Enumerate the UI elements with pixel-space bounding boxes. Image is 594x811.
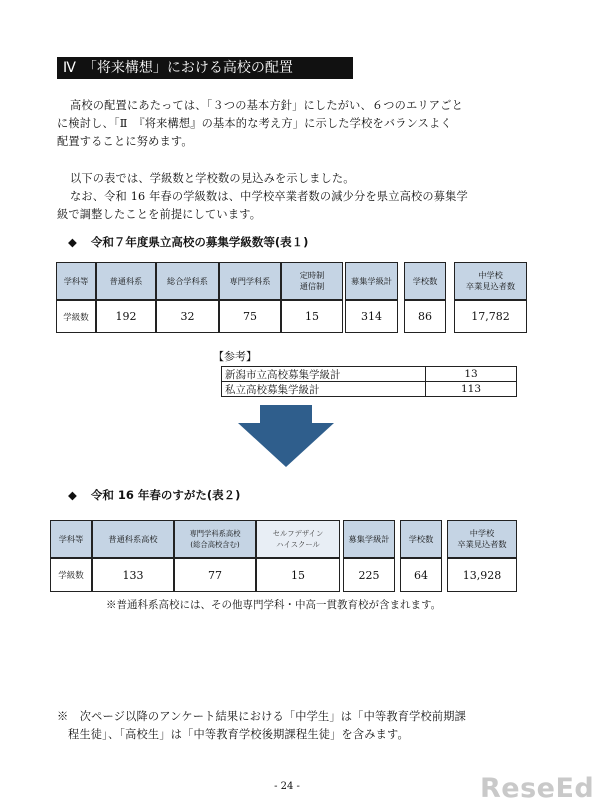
table1-heading — [68, 234, 308, 250]
table1-cell-total: 314 — [345, 300, 398, 333]
table2-header-graduates-l2: 卒業見込者数 — [457, 539, 507, 549]
table1-header-graduates-l1: 中学校 — [478, 270, 503, 280]
table1-cell-parttime: 15 — [281, 300, 343, 333]
table2-header-selfdesign-l1: セルフデザイン — [272, 529, 324, 538]
table1-header-general: 普通科系 — [96, 262, 156, 300]
body-line-2: なお、令和 16 年春の学級数は、中学校卒業者数の減少分を県立高校の募集学 — [70, 190, 468, 203]
reference-label-private: 私立高校募集学級計 — [221, 381, 426, 397]
table2-header-total: 募集学級計 — [343, 520, 395, 558]
section-title: Ⅳ 「将来構想」における高校の配置 — [57, 57, 353, 79]
table2-cell-specialized: 77 — [174, 558, 256, 592]
footnote-line-2: 程生徒」、「高校生」は「中等教育学校後期課程生徒」を含みます。 — [68, 728, 409, 741]
table1-header-graduates-l2: 卒業見込者数 — [465, 281, 516, 291]
table2-header-graduates — [447, 520, 517, 558]
intro-line-3: 配置することに努めます。 — [57, 135, 193, 148]
table2-cell-schools: 64 — [400, 558, 442, 592]
table2-cell-graduates: 13,928 — [447, 558, 517, 592]
down-arrow-icon — [238, 405, 334, 467]
table1-cell-schools: 86 — [404, 300, 446, 333]
table2-header-specialized-l2: (総合高校含む) — [190, 540, 240, 549]
table1-header-graduates — [454, 262, 527, 300]
table2-note: ※普通科系高校には、その他専門学科・中高一貫教育校が含まれます。 — [106, 599, 442, 611]
table1-header-integrated: 総合学科系 — [156, 262, 219, 300]
table2-header-row-label: 学科等 — [50, 520, 92, 558]
table2-cell-total: 225 — [343, 558, 395, 592]
table2-row-label: 学級数 — [50, 558, 92, 592]
reference-value-private: 113 — [425, 381, 517, 397]
table1-header-parttime-l1: 定時制 — [299, 270, 325, 280]
table2-cell-general: 133 — [92, 558, 174, 592]
table1-header-specialized: 専門学科系 — [219, 262, 281, 300]
table2-header-schools: 学校数 — [400, 520, 442, 558]
diamond-icon: ◆ — [68, 488, 77, 502]
table2-header-graduates-l1: 中学校 — [469, 528, 495, 538]
table1-heading-text: 令和７年度県立高校の募集学級数等(表１) — [90, 235, 309, 249]
table1-row-label: 学級数 — [56, 300, 96, 333]
table1-header-parttime-l2: 通信制 — [299, 281, 325, 291]
reference-title: 【参考】 — [213, 350, 257, 363]
resed-logo: ReseEd — [480, 773, 594, 804]
table1-header-row-label: 学科等 — [56, 262, 96, 300]
table1-cell-graduates: 17,782 — [454, 300, 527, 333]
table1-cell-general: 192 — [96, 300, 156, 333]
table1-header-schools: 学校数 — [404, 262, 446, 300]
intro-line-1: 高校の配置にあたっては、「３つの基本方針」にしたがい、６つのエリアごと — [70, 99, 463, 112]
page-number: - 24 - — [274, 781, 300, 792]
table2-header-general: 普通科系高校 — [92, 520, 174, 558]
table2-header-selfdesign-l2: ハイスクール — [276, 540, 320, 549]
diamond-icon: ◆ — [68, 235, 77, 249]
table2-header-specialized — [174, 520, 256, 558]
body-line-3: 級で調整したことを前提にしています。 — [57, 208, 262, 221]
table1-cell-integrated: 32 — [156, 300, 219, 333]
reference-label-city: 新潟市立高校募集学級計 — [221, 366, 426, 382]
table2-header-selfdesign — [256, 520, 340, 558]
table2-heading-text: 令和 16 年春のすがた(表２) — [90, 488, 241, 502]
table1-header-parttime — [281, 262, 343, 300]
table2-heading — [68, 487, 240, 503]
table2-cell-selfdesign: 15 — [256, 558, 340, 592]
body-line-1: 以下の表では、学級数と学校数の見込みを示しました。 — [70, 172, 355, 185]
table1-cell-specialized: 75 — [219, 300, 281, 333]
reference-value-city: 13 — [425, 366, 517, 382]
footnote-line-1: ※ 次ページ以降のアンケート結果における「中学生」は「中等教育学校前期課 — [57, 710, 467, 723]
table2-header-specialized-l1: 専門学科系高校 — [189, 529, 241, 538]
table1-header-total: 募集学級計 — [345, 262, 398, 300]
intro-line-2: に検討し、「Ⅱ 『将来構想』の基本的な考え方」に示した学校をバランスよく — [57, 117, 452, 130]
